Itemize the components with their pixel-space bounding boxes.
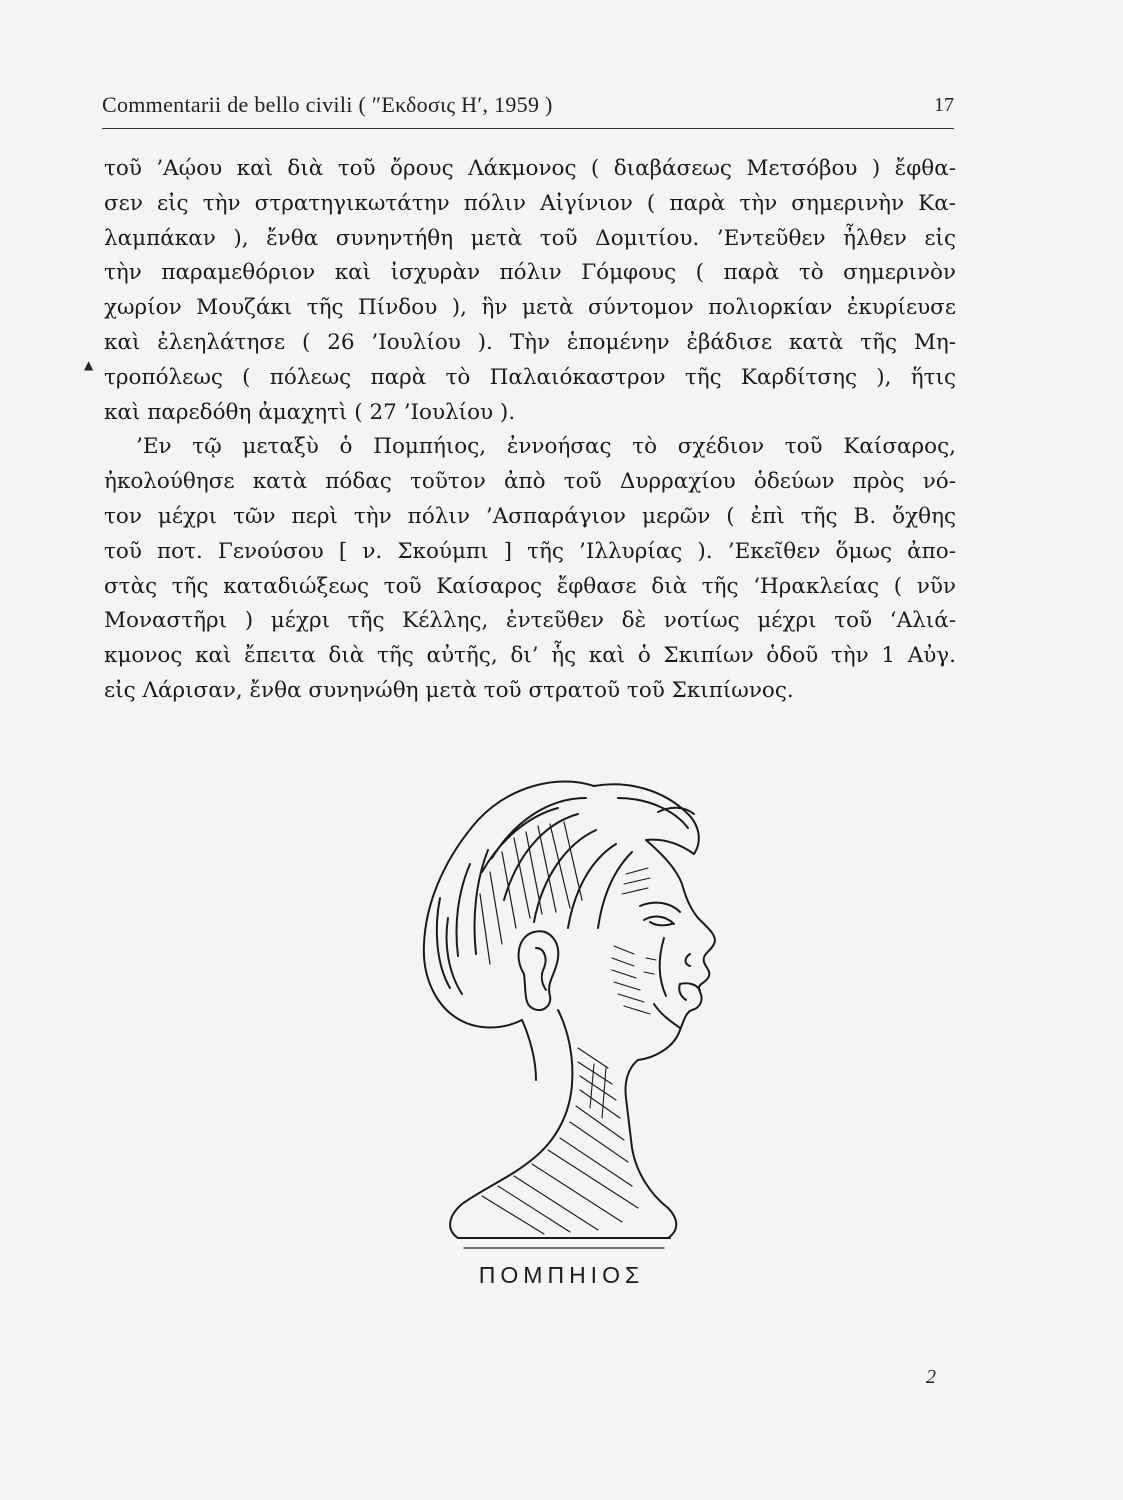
text-line: τοῦ ’Αῴου καὶ διὰ τοῦ ὄρους Λάκμονος ( διαβάσεως Μετσόβου ) ἔφθα-: [104, 156, 956, 181]
body-text: [104, 152, 956, 709]
paragraph-2: [104, 430, 956, 708]
text-line: τον μέχρι τῶν περὶ τὴν πόλιν ’Ασπαράγιον μερῶν ( ἐπὶ τῆς Β. ὄχθης: [104, 503, 956, 529]
text-line: ’Εν τῷ μεταξὺ ὁ Πομπήιος, ἐννοήσας τὸ σχέδιον τοῦ Καίσαρος,: [136, 434, 956, 460]
figure-caption: ΠΟΜΠΗΙΟΣ: [478, 1262, 645, 1288]
text-line: σεν εἰς τὴν στρατηγικωτάτην πόλιν Αἰγίνιον ( παρὰ τὴν σημερινὴν Κα-: [104, 190, 956, 216]
text-line: Μοναστῆρι ) μέχρι τῆς Κέλλης, ἐντεῦθεν δὲ νοτίως μέχρι τοῦ ‘Αλιά-: [104, 608, 956, 634]
page-header: [102, 88, 954, 129]
paragraph-1: [104, 152, 956, 430]
page-number: 17: [934, 94, 954, 116]
text-line: λαμπάκαν ), ἔνθα συνηντήθη μετὰ τοῦ Δομιτίου. ’Εντεῦθεν ἦλθεν εἰς: [104, 225, 956, 251]
text-line: τροπόλεως ( πόλεως παρὰ τὸ Παλαιόκαστρον τῆς Καρδίτσης ), ἥτις: [104, 364, 956, 390]
text-line: τὴν παραμεθόριον καὶ ἰσχυρὰν πόλιν Γόμφους ( παρὰ τὸ σημερινὸν: [104, 260, 956, 286]
text-line: καὶ παρεδόθη ἀμαχητὶ ( 27 ’Ιουλίου ).: [104, 399, 516, 425]
text-line: ἠκολούθησε κατὰ πόδας τοῦτον ἀπὸ τοῦ Δυρραχίου ὁδεύων πρὸς νό-: [104, 469, 956, 495]
signature-mark: 2: [926, 1366, 936, 1388]
text-line: κμονος καὶ ἔπειτα διὰ τῆς αὐτῆς, δι’ ἧς καὶ ὁ Σκιπίων ὁδοῦ τὴν 1 Αὐγ.: [104, 643, 956, 669]
text-line: χωρίον Μουζάκι τῆς Πίνδου ), ἣν μετὰ σύντομον πολιορκίαν ἐκυρίευσε: [104, 295, 956, 321]
running-title: Commentarii de bello civili ( ″Εκδοσις Η′, 1959 ): [102, 92, 553, 117]
margin-mark-icon: ▲: [84, 358, 94, 372]
text-line: στὰς τῆς καταδιώξεως τοῦ Καίσαρος ἔφθασε διὰ τῆς ‘Ηρακλείας ( νῦν: [104, 573, 956, 599]
portrait-illustration: [418, 768, 740, 1266]
text-line: καὶ ἐλεηλάτησε ( 26 ’Ιουλίου ). Τὴν ἑπομένην ἐβάδισε κατὰ τῆς Μη-: [104, 329, 956, 355]
text-line: τοῦ ποτ. Γενούσου [ ν. Σκούμπι ] τῆς ’Ιλλυρίας ). ’Εκεῖθεν ὅμως ἀπο-: [104, 538, 956, 564]
text-line: εἰς Λάρισαν, ἔνθα συνηνώθη μετὰ τοῦ στρατοῦ τοῦ Σκιπίωνος.: [104, 677, 794, 703]
